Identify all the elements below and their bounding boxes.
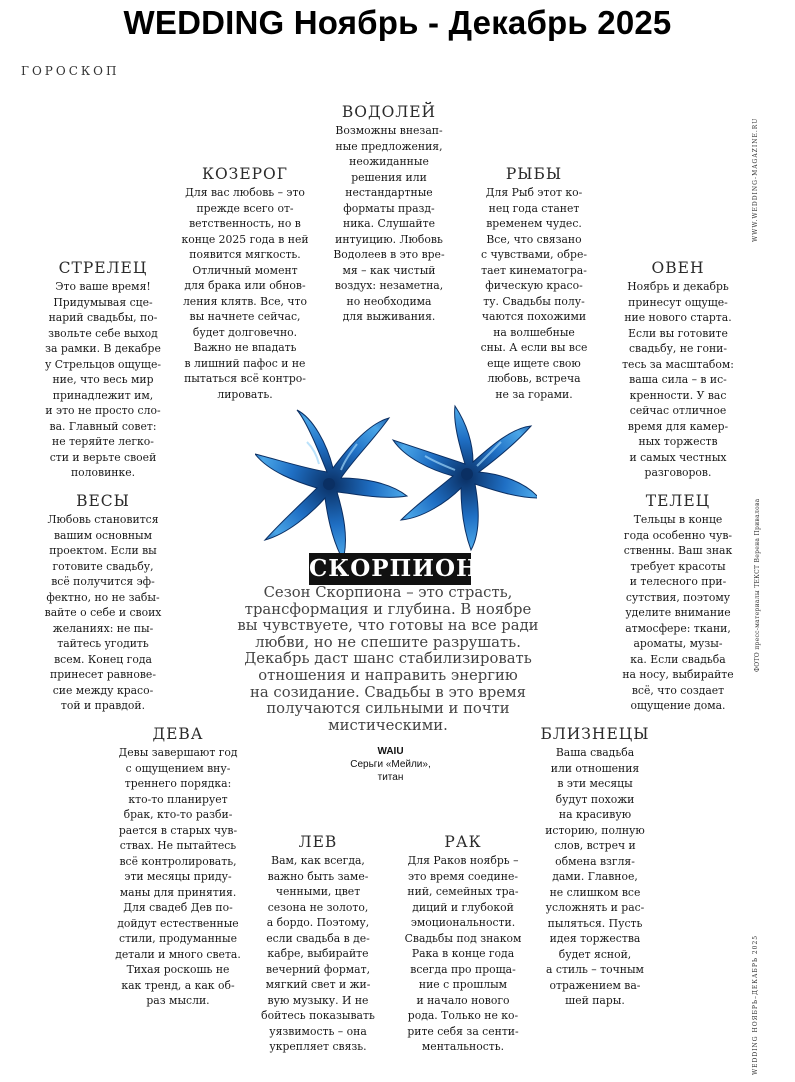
caption-brand: WAIU	[377, 746, 404, 757]
sign-taurus	[605, 492, 751, 714]
sign-virgo	[105, 725, 251, 1009]
sign-gemini	[522, 725, 668, 1009]
right-earring	[393, 406, 537, 550]
sign-pisces	[467, 165, 601, 402]
page-title: WEDDING Ноябрь - Декабрь 2025	[123, 4, 672, 41]
sign-name: ДЕВА	[152, 725, 204, 743]
sign-name: ВОДОЛЕЙ	[341, 103, 437, 121]
sign-text: Для Рыб этот ко- нец года станет временем чудес. Все, что связано с чувствами, обре- тает кинематогра- фическую красо- ту. Свадьбы полу- чаются похожими на волшебные сны. А если вы все еще ищете свою любовь, встреча не за горами.	[480, 186, 588, 401]
website-url[interactable]: WWW.WEDDING-MAGAZINE.RU	[752, 117, 759, 242]
sign-text: Вам, как всегда, важно быть заме- ченными, цвет сезона не золото, а бордо. Поэтому, если свадьба в де- кабре, выбирайте вечерний формат, мягкий свет и жи- вую музыку. И не бойтесь показывать уязвимость – она укрепляет связь.	[261, 854, 375, 1053]
sign-name: ВЕСЫ	[76, 492, 130, 510]
sign-text: Любовь становится вашим основным проектом. Если вы готовите свадьбу, всё получится эф- фектно, но не забы- вайте о себе и своих желаниях: не пы- тайтесь угодить всем. Конец года принесет равнове- сие между красо- той и правдой.	[44, 513, 162, 712]
sign-text: Ноябрь и декабрь принесут ощуще- ние нового старта. Если вы готовите свадьбу, не гони- тесь за масштабом: ваша сила – в ис- кренности. У вас сейчас отличное время для камер- ных торжеств и самых честных разговоров.	[622, 280, 734, 479]
sign-text: Это ваше время! Придумывая сце- нарий свадьбы, по- звольте себе выход за рамки. В декабре у Стрельцов ощуще- ние, что весь мир принадлежит им, и это не просто сло- ва. Главный совет: не теряйте легко- сти и верьте своей половинке.	[45, 280, 161, 479]
sign-libra	[30, 492, 176, 714]
photo-credit: ФОТО пресс-материалы ТЕКСТ Верена Привалова	[754, 498, 761, 672]
sign-text: Для вас любовь – это прежде всего от- ветственность, но в конце 2025 года в ней появится мягкость. Отличный момент для брака или обнов- ления клятв. Все, что вы начнете сейчас, будет долговечно. Важно не впадать в лишний пафос и не пытаться всё контро- лировать.	[181, 186, 309, 401]
sign-text: Девы завершают год с ощущением вну- треннего порядка: кто-то планирует брак, кто-то разби- рается в старых чув- ствах. Не пытайтесь всё контролировать, эти месяцы приду- маны для принятия. Для свадеб Дев по- дойдут естественные стили, продуманные детали и много света. Тихая роскошь не как тренд, а как об- раз мысли.	[115, 746, 241, 1007]
sign-cancer	[390, 833, 536, 1055]
sign-capricorn	[172, 165, 318, 402]
section-label: ГОРОСКОП	[21, 64, 120, 78]
product-caption	[318, 745, 463, 784]
sign-name: ОВЕН	[651, 259, 705, 277]
sign-text: Тельцы в конце года особенно чув- ственны. Ваш знак требует красоты и телесного при- сутствия, поэтому уделите внимание атмосфере: ткани, ароматы, музы- ка. Если свадьба на носу, выбирайте всё, что создает ощущение дома.	[622, 513, 734, 712]
scorpio-text: Сезон Скорпиона – это страсть, трансформация и глубина. В ноябре вы чувствуете, что готовы на все ради любви, но не спешите разрушать. Декабрь даст шанс стабилизировать отношения и направить энергию на созидание. Свадьбы в это время получаются сильными и почти мистическими.	[237, 584, 539, 734]
left-earring	[255, 410, 407, 555]
sign-name: КОЗЕРОГ	[201, 165, 289, 183]
sign-aries	[605, 259, 751, 481]
sign-aquarius	[316, 103, 462, 325]
caption-description: Серьги «Мейли», титан	[350, 759, 431, 783]
sign-text: Возможны внезап- ные предложения, неожиданные решения или нестандартные форматы празд- ника. Слушайте интуицию. Любовь Водолеев в это вре- мя – как чистый воздух: незаметна, но необходима для выживания.	[333, 124, 445, 323]
sign-text: Ваша свадьба или отношения в эти месяцы будут похожи на красивую историю, полную слов, встреч и обмена взгля- дами. Главное, не слишком все усложнять и рас- пыляться. Пусть идея торжества будет ясной, а стиль – точным отражением ва- шей пары.	[545, 746, 645, 1007]
sign-name: ТЕЛЕЦ	[645, 492, 711, 510]
sign-sagittarius	[30, 259, 176, 481]
scorpio-title: СКОРПИОН	[309, 553, 471, 585]
sign-name: ЛЕВ	[298, 833, 338, 851]
sign-leo	[245, 833, 391, 1055]
issue-footer: WEDDING НОЯБРЬ–ДЕКАБРЬ 2025	[752, 934, 759, 1075]
sign-name: СТРЕЛЕЦ	[58, 259, 148, 277]
earrings-image	[255, 400, 537, 555]
sign-text: Для Раков ноябрь – это время соедине- ний, семейных тра- диций и глубокой эмоциональности. Свадьбы под знаком Рака в конце года всегда про проща- ние с прошлым и начало нового рода. Только не ко- рите себя за сенти- ментальность.	[404, 854, 522, 1053]
sign-name: БЛИЗНЕЦЫ	[540, 725, 650, 743]
sign-name: РЫБЫ	[505, 165, 563, 183]
sign-name: РАК	[444, 833, 482, 851]
